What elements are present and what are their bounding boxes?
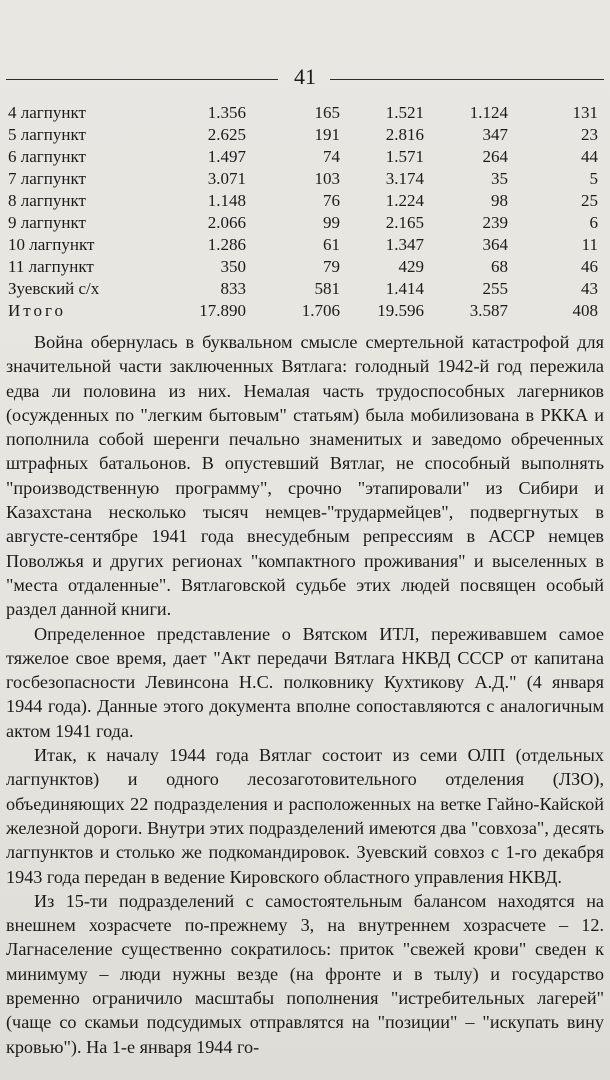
cell: 6 (589, 213, 598, 232)
cell: 408 (572, 301, 598, 320)
cell: 103 (314, 169, 340, 188)
header-rule-right (330, 79, 604, 80)
cell: 3.174 (385, 169, 424, 188)
cell: 3.587 (469, 301, 508, 320)
paragraph: Война обернулась в буквальном смысле смертельной катастрофой для значительной части заключенных Вятлага: голодный 1942-й год пережила едва ли половина из них. Немалая часть трудоспособных лагерников (осужденных по "легким бытовым" статьям) была мобилизована в РККА и пополнила собой шеренги печально знаменитых и заведомо обреченных штрафных батальонов. В опустевший Вятлаг, не способный выполнять "производственную программу", срочно "этапировали" из Сибири и Казахстана несколько тысяч немцев-"трудармейцев", подвергнутых в августе-сентябре 1941 года внесудебным репрессиям в АССР немцев Поволжья и других регионах "компактного проживания" и выселенных в "места отдаленные". Вятлаговской судьбе этих людей посвящен особый раздел данной книги. (6, 332, 604, 620)
paragraph: Итак, к началу 1944 года Вятлаг состоит из семи ОЛП (отдельных лагпунктов) и одного лесозаготовительного отделения (ЛЗО), объединяющих 22 подразделения и расположенных на ветке Гайно-Кайской железной дороги. Внутри этих подразделений имеются два "совхоза", десять лагпунктов и столько же подкомандировок. Зуевский совхоз с 1-го декабря 1943 года передан в ведение Кировского областного управления НКВД. (6, 745, 604, 887)
page-header (0, 60, 610, 100)
table-row (8, 278, 598, 300)
cell: 364 (482, 235, 508, 254)
total-label: Итого (8, 301, 67, 320)
cell: 581 (314, 279, 340, 298)
row-label: 4 лагпункт (8, 103, 86, 122)
header-rule-left (6, 79, 278, 80)
cell: 1.124 (469, 103, 508, 122)
cell: 11 (581, 235, 598, 254)
cell: 19.596 (377, 301, 424, 320)
cell: 131 (572, 103, 598, 122)
cell: 5 (589, 169, 598, 188)
cell: 239 (482, 213, 508, 232)
cell: 347 (482, 125, 508, 144)
cell: 25 (581, 191, 598, 210)
cell: 1.571 (385, 147, 424, 166)
cell: 165 (314, 103, 340, 122)
cell: 2.625 (207, 125, 246, 144)
cell: 61 (323, 235, 340, 254)
cell: 833 (220, 279, 246, 298)
cell: 1.148 (207, 191, 246, 210)
cell: 68 (491, 257, 508, 276)
cell: 74 (323, 147, 340, 166)
cell: 2.066 (207, 213, 246, 232)
cell: 1.706 (301, 301, 340, 320)
cell: 1.224 (385, 191, 424, 210)
row-label: 6 лагпункт (8, 147, 86, 166)
cell: 43 (581, 279, 598, 298)
cell: 1.414 (385, 279, 424, 298)
table-row (8, 256, 598, 278)
paragraph: Из 15-ти подразделений с самостоятельным балансом находятся на внешнем хозрасчете по-прежнему 3, на внутреннем хозрасчете – 12. Лагнаселение существенно сократилось: приток "свежей крови" сведен к минимуму – люди нужны везде (на фронте и в тылу) и государство временно ограничило масштабы пополнения "истребительных лагерей" (чаще со скамьи подсудимых отправлятся на "позиции" – "искупать вину кровью"). На 1-е января 1944 го- (6, 890, 604, 1057)
cell: 44 (581, 147, 598, 166)
cell: 2.165 (385, 213, 424, 232)
table-row (8, 190, 598, 212)
cell: 1.347 (385, 235, 424, 254)
cell: 3.071 (207, 169, 246, 188)
cell: 79 (323, 257, 340, 276)
table-row-total (8, 300, 598, 322)
page-number: 41 (294, 64, 316, 89)
cell: 99 (323, 213, 340, 232)
cell: 350 (220, 257, 246, 276)
cell: 35 (491, 169, 508, 188)
row-label: Зуевский с/х (8, 279, 100, 298)
cell: 23 (581, 125, 598, 144)
row-label: 7 лагпункт (8, 169, 86, 188)
cell: 1.521 (385, 103, 424, 122)
row-label: 10 лагпункт (8, 235, 95, 254)
paragraph: Определенное представление о Вятском ИТЛ, переживавшем самое тяжелое свое время, дает "Акт передачи Вятлага НКВД СССР от капитана госбезопасности Левинсона Н.С. полковнику Кухтикову А.Д." (4 января 1944 года). Данные этого документа вполне сопоставляются с аналогичным актом 1941 года. (6, 623, 604, 741)
table-row (8, 146, 598, 168)
cell: 98 (491, 191, 508, 210)
cell: 264 (482, 147, 508, 166)
statistics-table (8, 102, 598, 322)
cell: 191 (314, 125, 340, 144)
table-row (8, 102, 598, 124)
row-label: 11 лагпункт (8, 257, 94, 276)
table-row (8, 212, 598, 234)
row-label: 9 лагпункт (8, 213, 86, 232)
cell: 255 (482, 279, 508, 298)
cell: 1.356 (207, 103, 246, 122)
table-row (8, 168, 598, 190)
cell: 429 (398, 257, 424, 276)
table-row (8, 124, 598, 146)
cell: 1.286 (207, 235, 246, 254)
body-text (6, 330, 604, 1059)
table-row (8, 234, 598, 256)
cell: 1.497 (207, 147, 246, 166)
row-label: 8 лагпункт (8, 191, 86, 210)
cell: 2.816 (385, 125, 424, 144)
cell: 46 (581, 257, 598, 276)
cell: 17.890 (199, 301, 246, 320)
cell: 76 (323, 191, 340, 210)
row-label: 5 лагпункт (8, 125, 86, 144)
